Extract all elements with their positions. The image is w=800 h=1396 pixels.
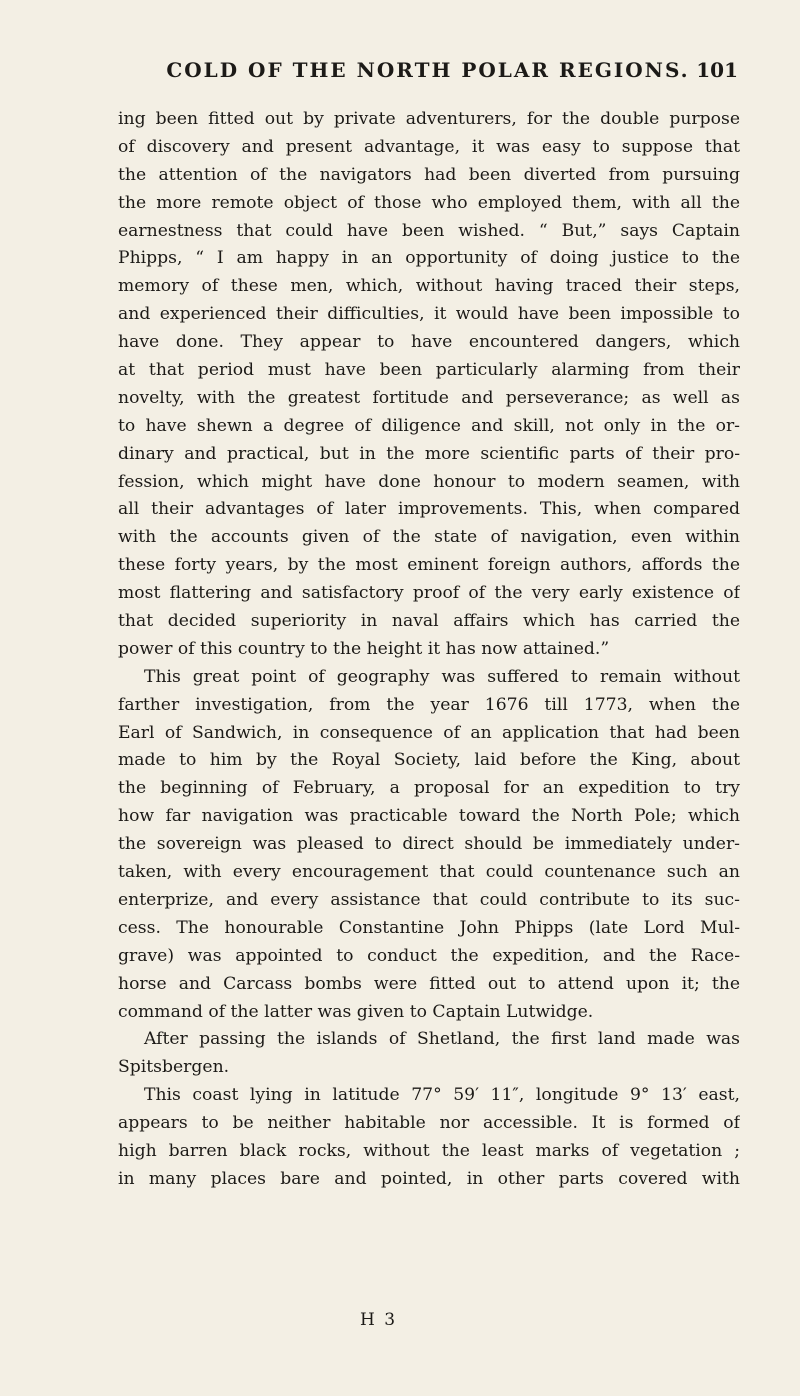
- text-line: taken, with every encouragement that could countenance such an: [118, 862, 740, 883]
- text-line: the attention of the navigators had been diverted from pursuing: [118, 164, 740, 185]
- text-line: command of the latter was given to Captain Lutwidge.: [118, 1001, 594, 1022]
- text-line: at that period must have been particularly alarming from their: [118, 360, 740, 381]
- text-line: Earl of Sandwich, in consequence of an application that had been: [118, 722, 740, 743]
- text-line: have done. They appear to have encountered dangers, which: [118, 332, 740, 353]
- text-line: that decided superiority in naval affairs which has carried the: [118, 611, 740, 632]
- text-line: appears to be neither habitable nor accessible. It is formed of: [118, 1113, 740, 1134]
- page-number: 101: [696, 58, 738, 82]
- text-line: these forty years, by the most eminent foreign authors, affords the: [118, 555, 740, 576]
- text-line: ing been fitted out by private adventurers, for the double purpose: [118, 109, 740, 129]
- running-head: COLD OF THE NORTH POLAR REGIONS.: [166, 58, 690, 82]
- text-line: grave) was appointed to conduct the expedition, and the Race-: [118, 945, 740, 966]
- text-line: and experienced their difficulties, it would have been impossible to: [118, 304, 740, 325]
- text-line: how far navigation was practicable toward the North Pole; which: [118, 806, 740, 827]
- text-line: high barren black rocks, without the least marks of vegetation ;: [118, 1140, 740, 1161]
- text-line: of discovery and present advantage, it was easy to suppose that: [118, 136, 740, 157]
- text-line: in many places bare and pointed, in other parts covered with: [118, 1168, 740, 1189]
- text-line: power of this country to the height it has now attained.”: [118, 638, 610, 659]
- text-line: the beginning of February, a proposal for an expedition to try: [118, 778, 740, 799]
- text-line: the more remote object of those who employed them, with all the: [118, 192, 740, 213]
- text-line: all their advantages of later improvements. This, when compared: [118, 499, 740, 520]
- text-line: cess. The honourable Constantine John Phipps (late Lord Mul-: [118, 917, 740, 938]
- text-line: made to him by the Royal Society, laid before the King, about: [118, 750, 740, 771]
- text-line: most flattering and satisfactory proof of the very early existence of: [118, 583, 740, 604]
- text-line: enterprize, and every assistance that could contribute to its suc-: [118, 889, 740, 910]
- text-line: Phipps, “ I am happy in an opportunity of doing justice to the: [118, 248, 740, 269]
- text-line: fession, which might have done honour to modern seamen, with: [118, 471, 740, 492]
- text-line: earnestness that could have been wished. “ But,” says Captain: [118, 220, 740, 241]
- text-line: memory of these men, which, without having traced their steps,: [118, 276, 740, 297]
- text-line: This coast lying in latitude 77° 59′ 11″, longitude 9° 13′ east,: [144, 1085, 740, 1106]
- text-line: horse and Carcass bombs were fitted out to attend upon it; the: [118, 973, 740, 994]
- text-line: to have shewn a degree of diligence and skill, not only in the or-: [118, 415, 740, 436]
- text-line: After passing the islands of Shetland, the first land made was: [144, 1029, 740, 1050]
- text-line: dinary and practical, but in the more scientific parts of their pro-: [118, 443, 740, 464]
- body-text: [118, 106, 740, 1194]
- text-line: novelty, with the greatest fortitude and perseverance; as well as: [118, 387, 740, 408]
- text-line: Spitsbergen.: [118, 1057, 230, 1078]
- page-header: [118, 58, 738, 92]
- text-line: the sovereign was pleased to direct should be immediately under-: [118, 834, 740, 855]
- signature-mark: H 3: [360, 1310, 398, 1330]
- text-line: This great point of geography was suffered to remain without: [144, 666, 740, 687]
- text-line: with the accounts given of the state of navigation, even within: [118, 527, 740, 548]
- text-line: farther investigation, from the year 1676 till 1773, when the: [118, 694, 740, 715]
